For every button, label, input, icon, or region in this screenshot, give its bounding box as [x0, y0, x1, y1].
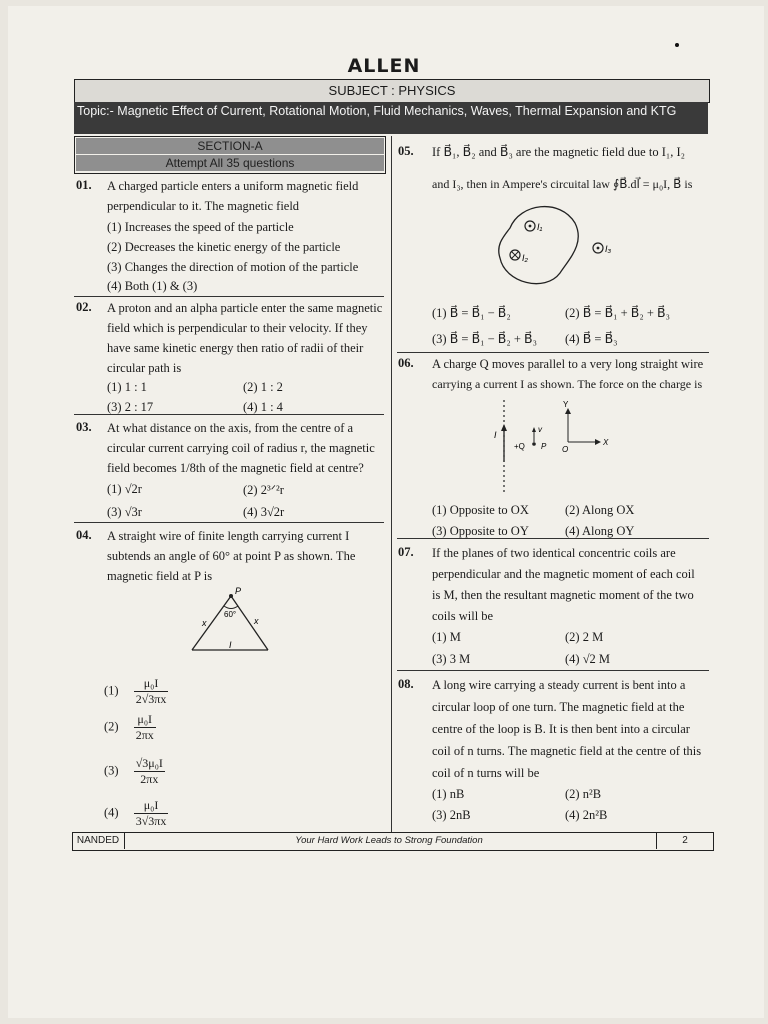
- question-text: carrying a current I as shown. The force on the charge is: [432, 377, 703, 391]
- question-text: and I₃, then in Ampere's circuital law ∮B⃗.dl⃗ = μ₀I, B⃗ is: [432, 177, 693, 191]
- divider-line: [397, 352, 709, 353]
- current-i1-label: I₁: [537, 222, 543, 232]
- question-text: circular path is: [107, 361, 182, 375]
- subject-bar: SUBJECT : PHYSICS: [74, 79, 710, 103]
- question-text: have same kinetic energy then ratio of radii of their: [107, 341, 364, 355]
- option-1[interactable]: (1) √2r: [107, 482, 142, 496]
- side-x-label: x: [254, 616, 259, 626]
- section-subtitle: Attempt All 35 questions: [76, 155, 384, 171]
- fraction-numerator: μ₀I: [134, 798, 169, 814]
- question-text: A long wire carrying a steady current is bent into a: [432, 678, 686, 692]
- option-2[interactable]: (2) Decreases the kinetic energy of the particle: [107, 240, 341, 254]
- fraction-numerator: √3μ₀I: [135, 756, 163, 770]
- option-1[interactable]: (1) B⃗ = B⃗₁ − B⃗₂: [432, 306, 511, 320]
- velocity-label: v: [538, 425, 542, 434]
- footer-tagline: Your Hard Work Leads to Strong Foundation: [295, 835, 483, 846]
- axis-x-label: X: [603, 438, 609, 447]
- option-label: (1): [104, 683, 119, 698]
- fraction-numerator: μ₀I: [134, 712, 156, 728]
- origin-label: O: [562, 445, 569, 454]
- option-2[interactable]: (2) 2³ᐟ²r: [243, 483, 284, 497]
- current-label: I: [494, 430, 497, 440]
- page-number: 2: [656, 832, 713, 849]
- section-title: SECTION-A: [76, 138, 384, 154]
- question-text: centre of the loop is B. It is then bent into a circular: [432, 722, 690, 736]
- divider-line: [74, 296, 384, 297]
- question-text: A charged particle enters a uniform magnetic field: [107, 179, 359, 193]
- option-4[interactable]: (4) √2 M: [565, 652, 611, 666]
- option-3[interactable]: (3) √3r: [107, 505, 142, 519]
- fraction-denominator: 3√3πx: [135, 814, 167, 828]
- axis-y-label: Y: [563, 400, 569, 409]
- option-4[interactable]: (4) 3√2r: [243, 505, 285, 519]
- option-4[interactable]: (4) B⃗ = B⃗₃: [565, 332, 618, 346]
- fraction-numerator: μ₀I: [134, 676, 169, 692]
- column-divider: [391, 136, 392, 832]
- amperian-loop-diagram: [490, 198, 630, 288]
- question-text: A straight wire of finite length carrying current I: [107, 529, 350, 543]
- option-1[interactable]: (1) M: [432, 630, 461, 644]
- question-text: perpendicular to it. The magnetic field: [107, 199, 300, 213]
- question-text: field which is perpendicular to their velocity. If they: [107, 321, 368, 335]
- option-3[interactable]: (3) 2 : 17: [107, 400, 154, 414]
- question-text: coil of n turns. The magnetic field at the centre of this: [432, 744, 702, 758]
- option-1[interactable]: (1) 1 : 1: [107, 380, 147, 394]
- current-i2-label: I₂: [522, 253, 528, 263]
- fraction-denominator: 2πx: [140, 772, 159, 786]
- question-text: perpendicular and the magnetic moment of each coil: [432, 567, 695, 581]
- option-4[interactable]: (4) 1 : 4: [243, 400, 283, 414]
- question-text: At what distance on the axis, from the centre of a: [107, 421, 354, 435]
- current-i3-label: I₃: [605, 244, 612, 254]
- ink-dot: [675, 43, 679, 47]
- angle-label: 60°: [224, 610, 237, 619]
- option-2[interactable]: (2) 1 : 2: [243, 380, 283, 394]
- option-3[interactable]: (3) 2nB: [432, 808, 471, 822]
- option-label: (4): [104, 805, 119, 820]
- option-1[interactable]: (1) Opposite to OX: [432, 503, 529, 517]
- triangle-diagram: [186, 586, 276, 656]
- point-p-label: P: [541, 442, 547, 451]
- option-4[interactable]: (4) 2n²B: [565, 808, 608, 822]
- question-text: coils will be: [432, 609, 494, 623]
- option-3[interactable]: (3) Changes the direction of motion of the particle: [107, 260, 359, 274]
- wire-charge-diagram: [490, 396, 620, 496]
- charge-label: +Q: [514, 442, 525, 451]
- option-1[interactable]: (1) Increases the speed of the particle: [107, 220, 294, 234]
- question-text: coil of n turns will be: [432, 766, 540, 780]
- option-3[interactable]: (3) B⃗ = B⃗₁ − B⃗₂ + B⃗₃: [432, 332, 537, 346]
- question-number: 02.: [76, 300, 92, 314]
- question-text: If B⃗₁, B⃗₂ and B⃗₃ are the magnetic field due to I₁, I₂: [432, 145, 685, 159]
- topic-bar: Topic:- Magnetic Effect of Current, Rotational Motion, Fluid Mechanics, Waves, Thermal Expansion and KTG: [74, 102, 708, 134]
- question-text: circular loop of one turn. The magnetic field at the: [432, 700, 685, 714]
- point-p-label: P: [235, 586, 242, 596]
- option-label: (2): [104, 719, 119, 734]
- question-text: subtends an angle of 60° at point P as shown. The: [107, 549, 356, 563]
- option-label: (3): [104, 763, 119, 778]
- option-1[interactable]: [104, 676, 168, 707]
- divider-line: [74, 522, 384, 523]
- question-number: 03.: [76, 420, 92, 434]
- question-text: magnetic field at P is: [107, 569, 213, 583]
- option-1[interactable]: (1) nB: [432, 787, 465, 801]
- option-3[interactable]: [104, 756, 165, 787]
- option-3[interactable]: (3) Opposite to OY: [432, 524, 529, 538]
- option-2[interactable]: (2) 2 M: [565, 630, 604, 644]
- question-number: 05.: [398, 144, 414, 158]
- question-text: A charge Q moves parallel to a very long straight wire: [432, 357, 704, 371]
- footer-center-name: NANDED: [72, 832, 125, 849]
- question-text: is M, then the resultant magnetic moment of the two: [432, 588, 694, 602]
- question-number: 07.: [398, 545, 414, 559]
- brand-logo: ALLEN: [347, 55, 421, 77]
- option-4[interactable]: (4) Both (1) & (3): [107, 279, 198, 293]
- option-4[interactable]: (4) Along OY: [565, 524, 635, 538]
- question-text: If the planes of two identical concentric coils are: [432, 546, 676, 560]
- fraction-denominator: 2πx: [135, 728, 154, 742]
- question-text: circular current carrying coil of radius r, the magnetic: [107, 441, 375, 455]
- option-3[interactable]: (3) 3 M: [432, 652, 471, 666]
- question-text: field becomes 1/8th of the magnetic field at centre?: [107, 461, 364, 475]
- question-number: 04.: [76, 528, 92, 542]
- question-number: 06.: [398, 356, 414, 370]
- option-2[interactable]: [104, 712, 156, 743]
- question-number: 08.: [398, 677, 414, 691]
- option-2[interactable]: (2) n²B: [565, 787, 602, 801]
- option-4[interactable]: [104, 798, 168, 829]
- side-x-label: x: [202, 618, 207, 628]
- current-label: I: [229, 640, 232, 650]
- divider-line: [397, 670, 709, 671]
- fraction-denominator: 2√3πx: [135, 692, 167, 706]
- option-2[interactable]: (2) Along OX: [565, 503, 635, 517]
- option-2[interactable]: (2) B⃗ = B⃗₁ + B⃗₂ + B⃗₃: [565, 306, 670, 320]
- question-number: 01.: [76, 178, 92, 192]
- question-text: A proton and an alpha particle enter the same magnetic: [107, 301, 383, 315]
